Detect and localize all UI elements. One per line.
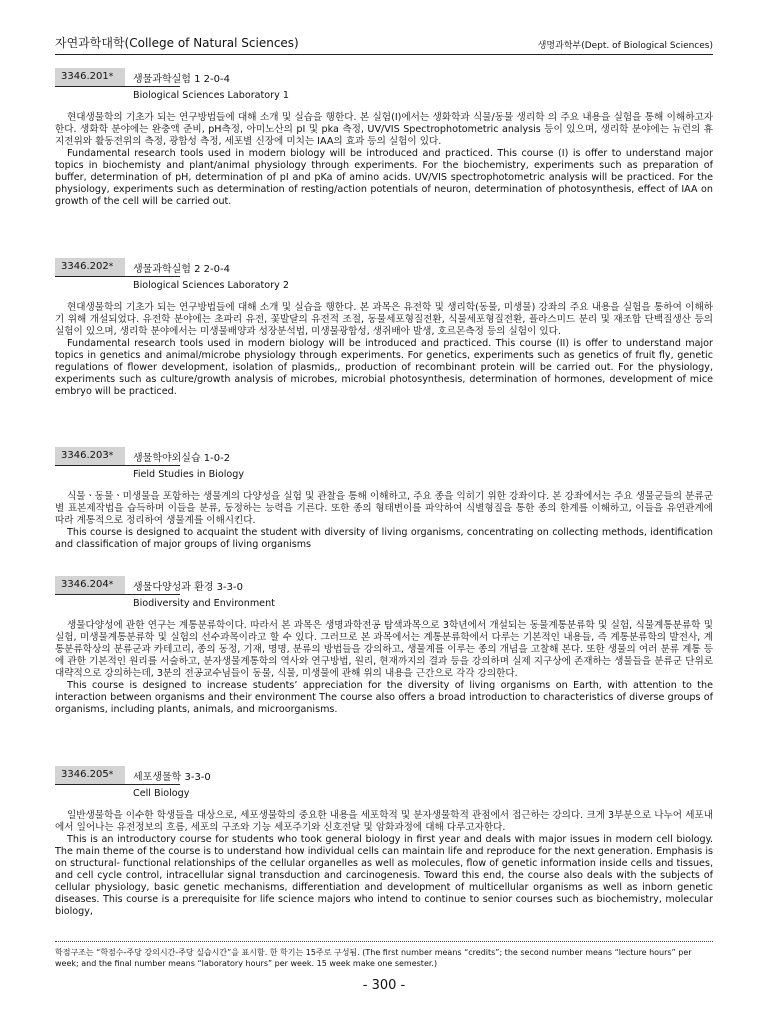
- course-entry: [55, 68, 713, 208]
- heading-rule: [55, 86, 180, 87]
- course-description: [55, 620, 713, 716]
- department-name: 생명과학부(Dept. of Biological Sciences): [537, 41, 713, 51]
- english-description: Fundamental research tools used in modern biology will be introduced and practiced. This course (II) is offer to understand major topics in genetics and animal/microbe physiology through experiments. For genetics, experiments such as genetics of fruit fly, genetic regulations of flower development, isolation of plasmids,, production of recombinant protein will be carried out. For the physiology, experiments such as culture/growth analysis of microbes, microbial photosynthesis, determination of hormones, development of mice embryo will be practiced.: [55, 338, 713, 397]
- korean-description: 일반생물학을 이수한 학생들을 대상으로, 세포생물학의 중요한 내용을 세포학적 및 분자생물학적 관점에서 접근하는 강의다. 크게 3부분으로 나누어 세포내에서 일어나는 유전정보의 흐름, 세포의 구조와 기능 세포주기와 신호전달 및 암화과정에 대해 다루고자한다.: [55, 810, 713, 833]
- course-star: *: [108, 72, 114, 82]
- course-entry: [55, 576, 713, 716]
- course-star: *: [108, 580, 114, 590]
- course-heading: [55, 258, 713, 276]
- heading-rule: [55, 784, 180, 785]
- course-title: 세포생물학 3-3-0: [133, 772, 211, 783]
- page-header: [55, 34, 713, 55]
- course-code-box: [55, 447, 125, 465]
- course-title: 생물과학실험 1 2-0-4: [133, 74, 230, 85]
- course-description: [55, 810, 713, 918]
- course-english-title: Cell Biology: [133, 788, 190, 799]
- page-number: - 300 -: [362, 978, 406, 993]
- college-name: 자연과학대학(College of Natural Sciences): [55, 36, 299, 50]
- korean-description: 식물ㆍ동물ㆍ미생물을 포함하는 생물계의 다양성을 실험 및 관찰을 통해 이해하고, 주요 종을 익히기 위한 강좌이다. 본 강좌에서는 주요 생물군들의 분류군별 표본제작법을 습득하며 이들을 분류, 동정하는 능력을 기른다. 또한 종의 형태변이를 파악하여 식별형질을 통한 종의 한계를 이해하고, 이들을 유연관계에 따라 계통적으로 정리하여 생물계를 이해시킨다.: [55, 491, 713, 526]
- korean-description: 현대생물학의 기초가 되는 연구방법들에 대해 소개 및 실습을 행한다. 본 실험(I)에서는 생화학과 식물/동물 생리학 의 주요 내용을 실험을 통해 이해하고자 한다. 생화학 분야에는 완충액 준비, pH측정, 아미노산의 pI 및 pka 측정, UV/VIS Spectrophotometric analysis 등이 있으며, 생리학 분야에는 뉴런의 휴지전위와 활동전위의 측정, 광합성 측정, 세포별 신장에 미치는 IAA의 효과 등의 실험이 있다.: [55, 112, 713, 147]
- korean-description: 현대생물학의 기초가 되는 연구방법들에 대해 소개 및 실습을 행한다. 본 과목은 유전학 및 생리학(동물, 미생물) 강좌의 주요 내용을 실험을 통하여 이해하기 위해 개설되었다. 유전학 분야에는 초파리 유전, 꽃발달의 유전적 조절, 동물세포형질전환, 식물세포형질전환, 플라스미드 분리 및 재조합 단백질생산 등의 실험이 있으며, 생리학 분야에서는 미생물배양과 성장분석법, 미생물광합성, 생쥐배아 발생, 호르몬측정 등의 실험이 있다.: [55, 302, 713, 337]
- course-title: 생물과학실험 2 2-0-4: [133, 264, 230, 275]
- course-entry: [55, 258, 713, 398]
- course-code: 3346.201: [61, 71, 109, 82]
- course-heading: [55, 766, 713, 784]
- course-description: [55, 302, 713, 398]
- footnote-divider: [55, 941, 713, 942]
- course-entry: [55, 766, 713, 918]
- heading-rule: [55, 594, 180, 595]
- course-star: *: [108, 770, 114, 780]
- english-description: This course is designed to acquaint the student with diversity of living organisms, concentrating on collecting methods, identification and classification of major groups of living organisms: [55, 527, 713, 550]
- course-english-title: Biodiversity and Environment: [133, 598, 275, 609]
- course-english-title: Biological Sciences Laboratory 2: [133, 280, 289, 291]
- english-description: Fundamental research tools used in modern biology will be introduced and practiced. This course (I) is offer to understand major topics in biochemisty and plant/animal physiology through experiments. For the biochemistry, experiments such as preparation of buffer, determination of pH, determination of pI and pKa of amino acids. UV/VIS spectrophotometric analysis will be practiced. For the physiology, experiments such as determination of resting/action potentials of neuron, determination of photosynthesis, effect of IAA on growth of the cell will be carried out.: [55, 148, 713, 207]
- heading-rule: [55, 276, 180, 277]
- footnote: 학점구조는 “학점수-주당 강의시간-주당 실습시간”을 표시함. 한 학기는 15주로 구성됨. (The first number means “credits”; the second number means “lecture hours” per week; and the final number means “laboratory hours” per week. 15 week make one semester.): [55, 948, 692, 968]
- course-code: 3346.203: [61, 450, 109, 461]
- course-entry: [55, 447, 713, 551]
- course-heading: [55, 68, 713, 86]
- course-description: [55, 112, 713, 208]
- heading-rule: [55, 465, 180, 466]
- course-heading: [55, 576, 713, 594]
- course-star: *: [108, 451, 114, 461]
- course-code: 3346.202: [61, 261, 109, 272]
- course-code: 3346.204: [61, 579, 109, 590]
- course-code-box: [55, 766, 125, 784]
- course-code-box: [55, 68, 125, 86]
- course-code-box: [55, 258, 125, 276]
- english-description: This is an introductory course for students who took general biology in first year and deals with major issues in modern cell biology. The main theme of the course is to understand how individual cells can maintain life and reproduce for the next generation. Emphasis is on structural- functional relationships of the cellular organelles as well as molecules, flow of genetic information inside cells and tissues, and cell cycle control, intracellular signal transduction and carcinogenesis. Toward this end, the course also deals with the subjects of cellular physiology, basic genetic mechanisms, differentiation and development of multicellular organisms as well as inborn genetic diseases. This course is a prerequisite for life science majors who intend to continue to senior courses such as biochemistry, molecular biology,: [55, 834, 713, 917]
- course-description: [55, 491, 713, 551]
- course-code-box: [55, 576, 125, 594]
- course-english-title: Field Studies in Biology: [133, 469, 245, 480]
- course-english-title: Biological Sciences Laboratory 1: [133, 90, 289, 101]
- course-heading: [55, 447, 713, 465]
- korean-description: 생물다양성에 관한 연구는 계통분류학이다. 따라서 본 과목은 생명과학전공 탐색과목으로 3학년에서 개설되는 동물계통분류학 및 실험, 식물계통분류학 및 실험, 미생물계통분류학 및 실험의 선수과목이라고 할 수 있다. 그러므로 본 과목에서는 계통분류학에서 다루는 기본적인 내용들, 즉 계통분류학의 발전사, 계통분류학상의 분류군과 카테고리, 종의 동정, 기재, 명명, 분류의 방법들을 강의하고, 생물계를 이루는 종의 개념을 고찰해 본다. 또한 생물의 여러 분류 계통 등에 관한 기본적인 원리를 서술하고, 분자생물계통학의 역사와 연구방법, 원리, 현재까지의 결과 등을 강의하며 실제 지구상에 존재하는 생물들을 분류군 단위로 대략적으로 강의하는데, 3분의 전공교수님들이 동물, 식물, 미생물에 관해 위의 내용을 근간으로 각각 강의한다.: [55, 620, 713, 679]
- english-description: This course is designed to increase students’ appreciation for the diversity of living organisms on Earth, with attention to the interaction between organisms and their environment The course also offers a broad introduction to characteristics of diverse groups of organisms, including plants, animals, and microorganisms.: [55, 680, 713, 715]
- course-title: 생물다양성과 환경 3-3-0: [133, 582, 243, 593]
- course-star: *: [108, 262, 114, 272]
- course-code: 3346.205: [61, 769, 109, 780]
- course-title: 생물학야외실습 1-0-2: [133, 453, 231, 464]
